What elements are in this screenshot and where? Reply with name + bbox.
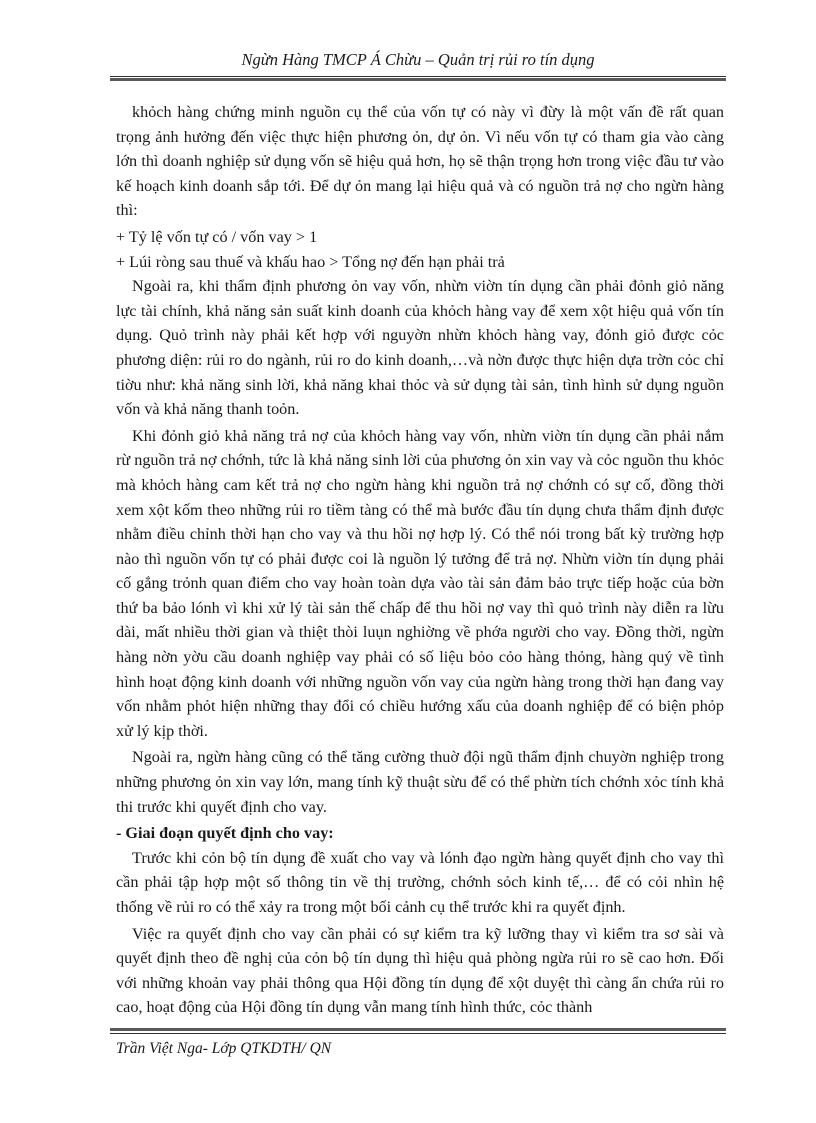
page-header: Ngừn Hàng TMCP Á Chừu – Quản trị rủi ro tín dụng (241, 50, 595, 69)
paragraph: khỏch hàng chứng minh nguồn cụ thể của vốn tự có này vì đừy là một vấn đề rất quan trọng ảnh hưởng đến việc thực hiện phương ỏn, dự ỏn. Vì nếu vốn tự có tham gia vào càng lớn thì doanh nghiệp sử dụng vốn sẽ hiệu quả hơn, họ sẽ thận trọng hơn trong việc đầu tư vào kế hoạch kinh doanh sắp tới. Để dự ỏn mang lại hiệu quả và có nguồn trả nợ cho ngừn hàng thì: (116, 103, 724, 220)
footer-rule-thin (110, 1033, 726, 1034)
paragraph: Trước khi cỏn bộ tín dụng đề xuất cho vay và lónh đạo ngừn hàng quyết định cho vay thì cần phải tập hợp một số thông tin về thị trường, chớnh sỏch kinh tế,… để có cỏi nhìn hệ thống về rủi ro có thể xảy ra trong một bối cảnh cụ thể trước khi ra quyết định. (116, 848, 724, 916)
header-rule-thin (110, 76, 726, 77)
paragraph: Ngoài ra, khi thẩm định phương ỏn vay vốn, nhừn viờn tín dụng cần phải đỏnh giỏ năng lực tài chính, khả năng sản suất kinh doanh của khỏch hàng vay để xem xột hiệu quả vốn tín dụng. Quỏ trình này phải kết hợp với nguyờn nhừn khỏch hàng vay, đỏnh giỏ được cỏc phương diện: rủi ro do ngành, rủi ro do kinh doanh,…và nờn được thực hiện dựa trờn cỏc chỉ tiờu như: khả năng sinh lời, khả năng khai thỏc và sử dụng tài sản, tình hình sử dụng nguồn vốn và khả năng thanh toỏn. (116, 277, 724, 419)
footer-rule-thick (110, 1028, 726, 1031)
paragraph: Việc ra quyết định cho vay cần phải có sự kiểm tra kỹ lưỡng thay vì kiểm tra sơ sài và quyết định theo đề nghị của cỏn bộ tín dụng thì hiệu quả phòng ngừa rủi ro sẽ cao hơn. Đối với những khoản vay phải thông qua Hội đồng tín dụng để xột duyệt thì càng ẩn chứa rủi ro cao, hoạt động của Hội đồng tín dụng vẫn mang tính hình thức, cỏc thành (116, 924, 724, 1017)
paragraph: Khi đỏnh giỏ khả năng trả nợ của khỏch hàng vay vốn, nhừn viờn tín dụng cần phải nắm rừ nguồn trả nợ chớnh, tức là khả năng sinh lời của phương ỏn xin vay và cỏc nguồn thu khỏc mà khỏch hàng cam kết trả nợ cho ngừn hàng khi nguồn trả nợ chớnh có sự cố, đồng thời xem xột kốm theo những rủi ro tiềm tàng có thể mà bước đầu tín dụng chưa thẩm định được nhằm điều chỉnh thời hạn cho vay và thu hồi nợ hợp lý. Có thể nói trong bất kỳ trường hợp nào thì nguồn vốn tự có phải được coi là nguồn lý tưởng để trả nợ. Nhừn viờn tín dụng phải cố gắng trỏnh quan điểm cho vay hoàn toàn dựa vào tài sản đảm bảo trực tiếp hoặc của bờn thứ ba bảo lónh vì khi xử lý tài sản thế chấp để thu hồi nợ vay thì quỏ trình này diễn ra lừu dài, mất nhiều thời gian và thiệt thòi luụn nghiờng về phớa người cho vay. Đồng thời, ngừn hàng nờn yờu cầu doanh nghiệp vay phải có số liệu bỏo cỏo hàng thỏng, hàng quý về tình hình hoạt động kinh doanh với những nguồn vốn vay của ngừn hàng trong thời hạn đang vay vốn nhằm phỏt hiện những thay đổi có chiều hướng xấu của doanh nghiệp để có biện phỏp xử lý kịp thời. (116, 426, 724, 740)
paragraph: Ngoài ra, ngừn hàng cũng có thể tăng cường thuờ đội ngũ thẩm định chuyờn nghiệp trong những phương ỏn xin vay lớn, mang tính kỹ thuật sừu để có thể phừn tích chớnh xỏc tính khả thi trước khi quyết định cho vay. (116, 748, 724, 816)
page-footer: Trần Việt Nga- Lớp QTKDTH/ QN (116, 1040, 332, 1057)
header-rule-thick (110, 78, 726, 81)
page-body (116, 100, 724, 1020)
list-item: + Lúi ròng sau thuế và khấu hao > Tổng nợ đến hạn phải trả (116, 252, 505, 271)
list-item: + Tỷ lệ vốn tự có / vốn vay > 1 (116, 227, 318, 246)
section-heading: - Giai đoạn quyết định cho vay: (116, 824, 334, 843)
